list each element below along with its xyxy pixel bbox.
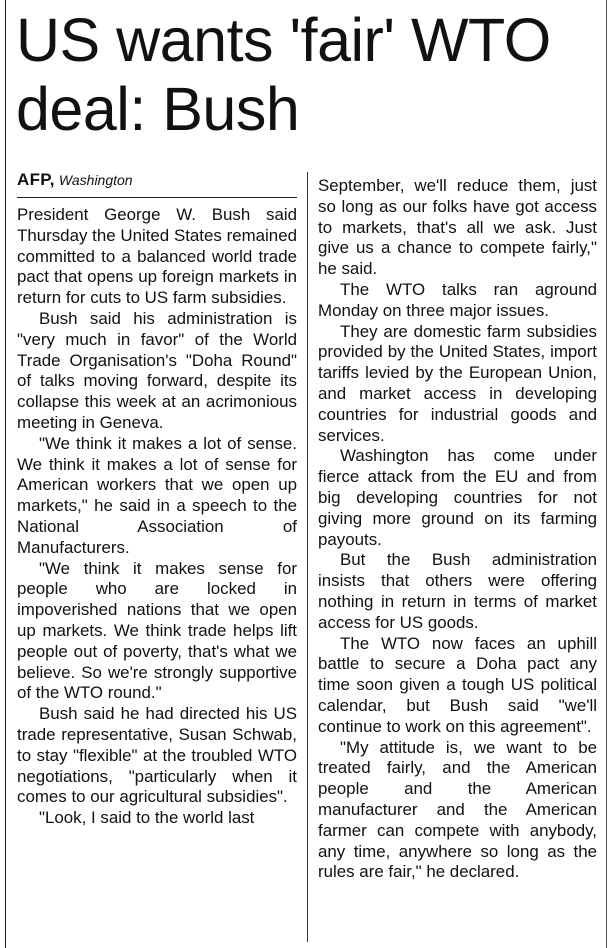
byline-agency: AFP, (17, 170, 55, 189)
paragraph-11: The WTO now faces an uphill battle to secure a Doha pact any time soon given a tough US political calendar, but Bush said "we'll continue to work on this agreement". (318, 633, 597, 736)
byline (17, 170, 297, 198)
paragraph-2: Bush said his administration is "very much in favor" of the World Trade Organisation's "Doha Round" of talks moving forward, despite its collapse this week at an acrimonious meeting in Geneva. (17, 308, 297, 432)
left-border-rule (5, 0, 6, 948)
paragraph-5: Bush said he had directed his US trade representative, Susan Schwab, to stay "flexible" at the troubled WTO negotiations, "particularly when it comes to our agricultural subsidies". (17, 704, 297, 807)
paragraph-8: They are domestic farm subsidies provided by the United States, import tariffs levied by the European Union, and market access in developing countries for industrial goods and services. (318, 321, 597, 445)
article-column-right (318, 176, 597, 883)
paragraph-9: Washington has come under fierce attack from the EU and from big developing countries for not giving more ground on its farming payouts. (318, 446, 597, 549)
byline-location: Washington (58, 172, 133, 188)
headline: US wants 'fair' WTO deal: Bush (16, 6, 551, 143)
paragraph-1: President George W. Bush said Thursday the United States remained committed to a balanced world trade pact that opens up foreign markets in return for cuts to US farm subsidies. (17, 205, 297, 308)
paragraph-6-start: "Look, I said to the world last (39, 808, 255, 828)
right-border-rule (606, 0, 607, 948)
article-column-left (17, 170, 297, 829)
paragraph-7: The WTO talks ran aground Monday on three major issues. (318, 279, 597, 320)
column-divider (307, 172, 308, 942)
paragraph-10: But the Bush administration insists that others were offering nothing in return in terms of market access for US goods. (318, 550, 597, 632)
paragraph-4: "We think it makes sense for people who are locked in impoverished nations that we open up markets. We think trade helps lift people out of poverty, that's what we believe. So we're strongly supportive of the WTO round." (17, 558, 297, 703)
paragraph-3: "We think it makes a lot of sense. We think it makes a lot of sense for American workers that we open up markets," he said in a speech to the National Association of Manufacturers. (17, 433, 297, 557)
paragraph-6-continued: September, we'll reduce them, just so long as our folks have got access to markets, that's all we ask. Just give us a chance to compete fairly," he said. (318, 176, 597, 279)
paragraph-12: "My attitude is, we want to be treated fairly, and the American people and the American manufacturer and the American farmer can compete with anybody, any time, anywhere so long as the rules are fair," he declared. (318, 737, 597, 882)
